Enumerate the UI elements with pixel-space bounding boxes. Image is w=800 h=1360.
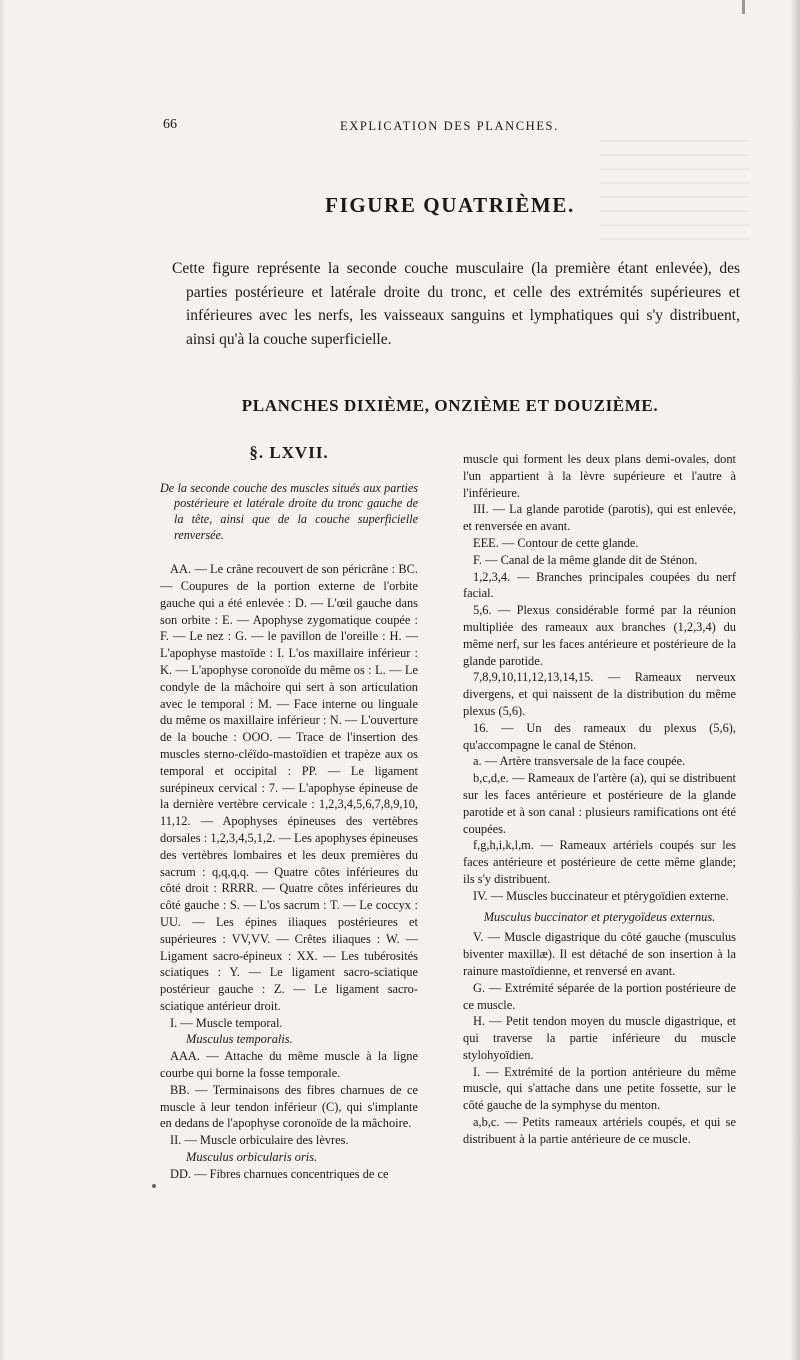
bone-legend-paragraph: AA. — Le crâne recouvert de son péricrâne : BC. — Coupures de la portion externe de l'orbite gauche qui a été enlevée : D. — L'œil gauche dans son orbite : E. — Apophyse zygomatique coupée : F. — Le nez : G. — le pavillon de l'oreille : H. — L'apophyse mastoïde : I. L'os maxillaire inférieur : K. — L'apophyse coronoïde du même os : L. — Le condyle de la mâchoire qui sert à son articulation avec le temporal : M. — Face interne ou linguale du même os maxillaire inférieur : N. — L'ouverture de la bouche : OOO. — Trace de l'insertion des muscles sterno-cléïdo-mastoïdien et trapèze aux os temporal et occipital : PP. — Le ligament surépineux cervical : 7. — L'apophyse épineuse de la dernière vertèbre cervicale : 1,2,3,4,5,6,7,8,9,10, 11,12. — Apophyses épineuses des vertèbres dorsales : 1,2,3,4,5,1,2. — Les apophyses épineuses des vertèbres lombaires et les deux premières du sacrum : q,q,q,q. — Quatre côtes inférieures du côté droit : RRRR. — Quatre côtes inférieures du côté gauche : S. — L'os sacrum : T. — Le coccyx : UU. — Les épines iliaques postérieures et supérieures : VV,VV. — Crêtes iliaques : W. — Ligament sacro-épineux : XX. — Les tubérosités sciatiques : Y. — Le ligament sacro-sciatique postérieur gauche : Z. — Le ligament sacro-sciatique antérieur droit.: [160, 562, 418, 1013]
legend-entry: I. — Extrémité de la portion antérieure du même muscle, qui s'attache dans une petite fossette, sur le côté gauche de la symphyse du menton.: [463, 1064, 736, 1113]
page-edge-left: [0, 0, 6, 1360]
intro-paragraph: Cette figure représente la seconde couche musculaire (la première étant enlevée), des parties postérieure et latérale droite du tronc, et celle des extrémités supérieures et inférieures avec les nerfs, les vaisseaux sanguins et lymphatiques qui s'y distribuent, ainsi qu'à la couche superficielle.: [172, 260, 740, 348]
legend-entry: H. — Petit tendon moyen du muscle digastrique, et qui traverse la partie inférieure du muscle stylohyoïdien.: [463, 1014, 736, 1062]
page-number: 66: [163, 117, 177, 132]
legend-entry: IV. — Muscles buccinateur et ptérygoïdien externe.: [473, 888, 729, 903]
figure-title: FIGURE QUATRIÈME.: [325, 193, 575, 217]
section-subtitle: De la seconde couche des muscles situés aux parties postérieure et latérale droite du tronc gauche de la tête, ainsi que de la couche superficielle renversée.: [160, 480, 418, 542]
legend-entry: a. — Artère transversale de la face coupée.: [473, 754, 686, 769]
section-heading: §. LXVII.: [249, 443, 329, 462]
legend-entry: b,c,d,e. — Rameaux de l'artère (a), qui se distribuent sur les faces antérieure et postérieure de la glande parotide et à son canal : plusieurs ramifications ont été coupées.: [463, 771, 736, 836]
latin-name: Musculus orbicularis oris.: [186, 1150, 318, 1165]
right-column: [463, 451, 736, 1148]
legend-entry: 1,2,3,4. — Branches principales coupées du nerf facial.: [463, 569, 736, 601]
legend-entry: a,b,c. — Petits rameaux artériels coupés, et qui se distribuent à la partie antérieure de ce muscle.: [463, 1115, 736, 1146]
legend-entry: G. — Extrémité séparée de la portion postérieure de ce muscle.: [463, 980, 736, 1012]
legend-entry: I. — Muscle temporal.: [170, 1015, 283, 1030]
legend-entry: AAA. — Attache du même muscle à la ligne courbe qui borne la fosse temporale.: [160, 1049, 418, 1081]
legend-entry: DD. — Fibres charnues concentriques de ce: [170, 1166, 389, 1181]
legend-entry: EEE. — Contour de cette glande.: [473, 535, 639, 550]
legend-entry: 16. — Un des rameaux du plexus (5,6), qu'accompagne le canal de Sténon.: [463, 720, 736, 752]
figure-title-block: [160, 193, 740, 218]
legend-entry: BB. — Terminaisons des fibres charnues de ce muscle à leur tendon inférieur (C), qui s'implante en dedans de l'apophyse coronoïde de la mâchoire.: [160, 1082, 418, 1131]
planches-title: PLANCHES DIXIÈME, ONZIÈME ET DOUZIÈME.: [241, 396, 659, 415]
intro-block: [172, 257, 740, 351]
left-column: [160, 445, 418, 1183]
legend-entry: f,g,h,i,k,l,m. — Rameaux artériels coupés sur les faces antérieure et postérieure de cette même glande; ils s'y distribuent.: [463, 838, 736, 886]
ink-speck: [152, 1184, 156, 1188]
legend-entry: V. — Muscle digastrique du côté gauche (musculus biventer maxillæ). Il est détaché de son insertion à la rainure mastoïdienne, et renversé en avant.: [463, 930, 736, 978]
legend-entry: 5,6. — Plexus considérable formé par la réunion multipliée des rameaux aux branches (1,2,3,4) du même nerf, sur les faces antérieure et postérieure de la glande parotide.: [463, 603, 736, 668]
latin-name: Musculus temporalis.: [186, 1032, 293, 1047]
legend-entry: F. — Canal de la même glande dit de Sténon.: [473, 552, 698, 567]
page-edge-shadow: [790, 0, 800, 1360]
running-title: EXPLICATION DES PLANCHES.: [340, 119, 559, 133]
legend-entry: II. — Muscle orbiculaire des lèvres.: [170, 1133, 349, 1148]
legend-continuation: muscle qui forment les deux plans demi-ovales, dont l'un appartient à la lèvre supérieure et l'autre à l'inférieure.: [463, 452, 736, 500]
legend-entry: 7,8,9,10,11,12,13,14,15. — Rameaux nerveux divergens, et qui naissent de la distribution du même plexus (5,6).: [463, 670, 736, 718]
latin-name: Musculus buccinator et pterygoïdeus externus.: [483, 909, 716, 924]
legend-entry: III. — La glande parotide (parotis), qui est enlevée, et renversée en avant.: [463, 502, 736, 534]
top-edge-mark: [742, 0, 745, 14]
